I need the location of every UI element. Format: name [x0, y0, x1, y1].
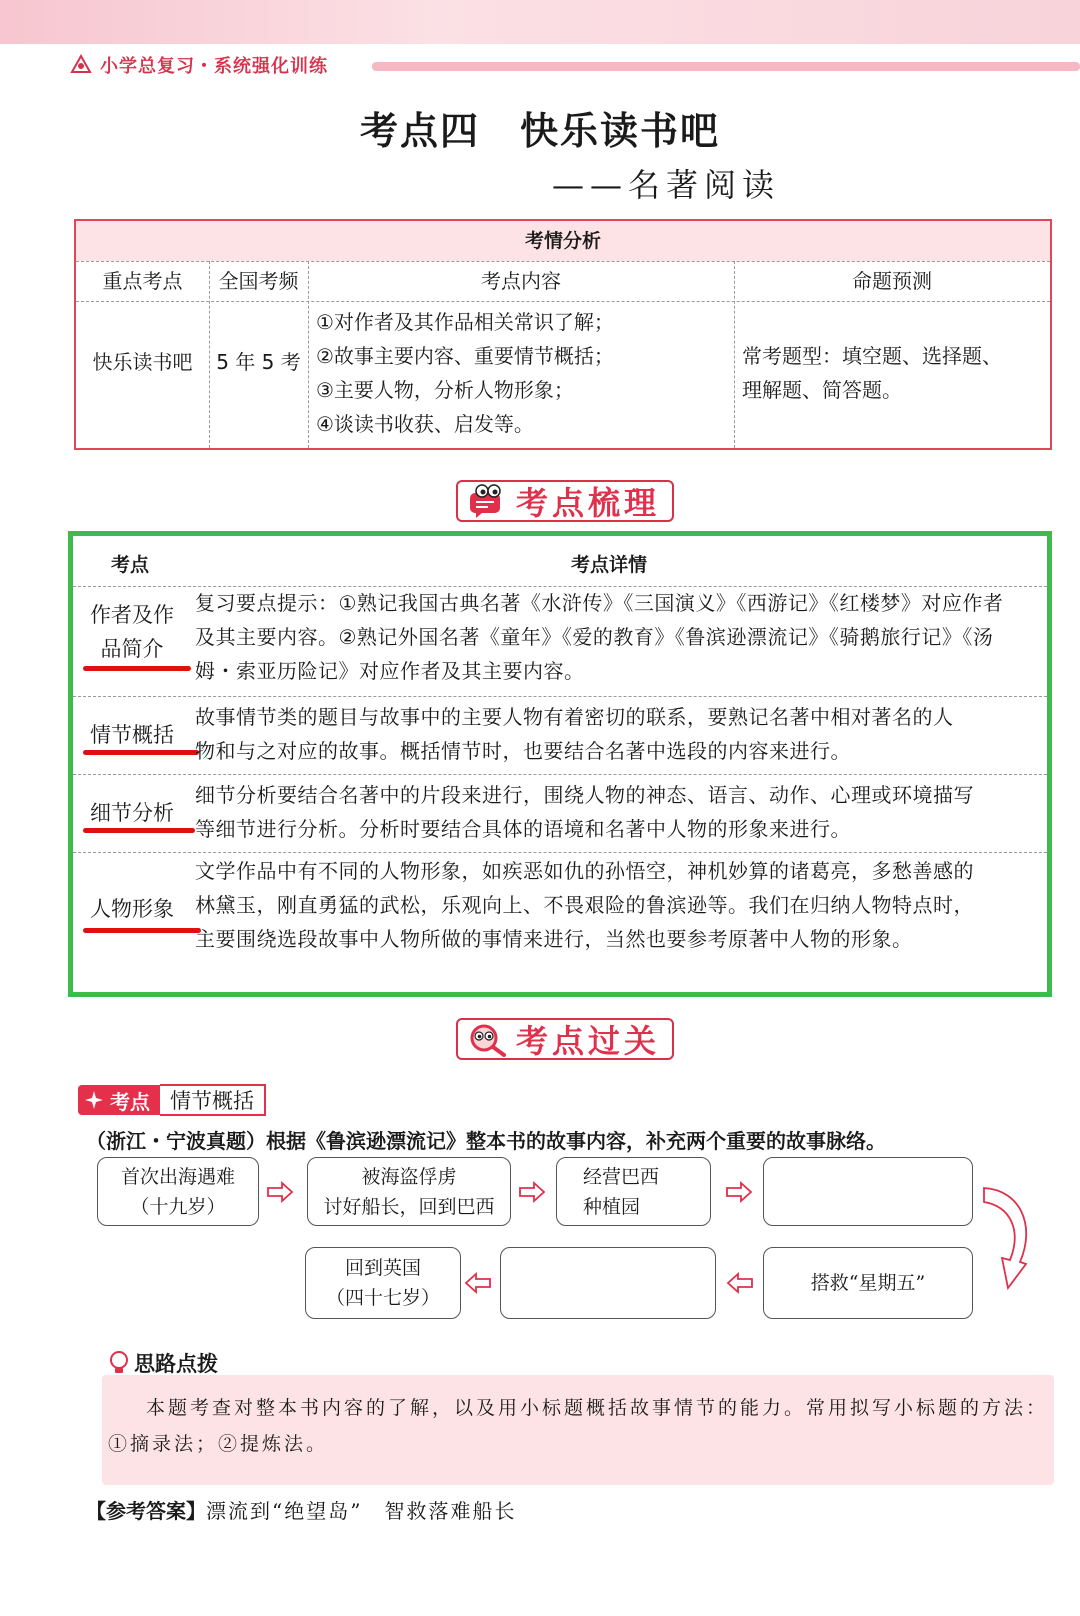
col-header-frequency: 全国考频 — [218, 269, 299, 293]
topic-cell: 快乐读书吧 — [92, 350, 193, 374]
review-detail-character: 文学作品中有不同的人物形象，如疾恶如仇的孙悟空，神机妙算的诸葛亮，多愁善感的 林黛玉，刚直勇猛的武松，乐观向上、不畏艰险的鲁滨逊等。我们在归纳人物特点时， 主要围绕选段故事中人物所做的事情来进行，当然也要参考原著中人物的形象。 — [195, 859, 974, 951]
lightbulb-icon — [108, 1350, 130, 1376]
frequency-cell: 5 年 5 考 — [216, 350, 301, 374]
hint-heading — [108, 1346, 218, 1380]
analysis-heading: 考情分析 — [76, 221, 1050, 261]
analysis-table — [74, 219, 1052, 450]
book-logo-icon — [70, 54, 92, 76]
reference-answer — [86, 1495, 516, 1524]
story-box-7: 回到英国 （四十七岁） — [305, 1247, 461, 1319]
series-header — [70, 48, 328, 82]
story-box-5: 搭救“星期五” — [763, 1247, 973, 1319]
review-point-detail: 细节分析 — [90, 801, 174, 825]
page-title: 考点四 快乐读书吧 — [359, 109, 720, 153]
review-detail-author: 复习要点提示：①熟记我国古典名著《水浒传》《三国演义》《西游记》《红楼梦》对应作者 及其主要内容。②熟记外国名著《童年》《爱的教育》《鲁滨逊漂流记》《骑鹅旅行记》《汤 姆・索亚历险记》对应作者及其主要内容。 — [195, 591, 1004, 683]
answer-label: 【参考答案】 — [86, 1499, 206, 1523]
col-header-topic: 重点考点 — [102, 269, 183, 293]
curved-arrow-icon — [980, 1180, 1040, 1295]
series-title: 小学总复习・系统强化训练 — [100, 56, 328, 77]
review-point-plot: 情节概括 — [90, 723, 174, 747]
review-detail-plot: 故事情节类的题目与故事中的主要人物有着密切的联系，要熟记名著中相对著名的人 物和与之对应的故事。概括情节时，也要结合名著中选段的内容来进行。 — [195, 705, 954, 763]
handwritten-underline — [83, 666, 191, 671]
hint-body: 本题考查对整本书内容的了解，以及用小标题概括故事情节的能力。常用拟写小标题的方法：①摘录法；②提炼法。 — [108, 1397, 1049, 1455]
content-cell: ①对作者及其作品相关常识了解； ②故事主要内容、重要情节概括； ③主要人物，分析人物形象； ④谈读书收获、启发等。 — [316, 310, 614, 436]
handwritten-underline — [83, 828, 195, 833]
review-point-author: 作者及作 品简介 — [90, 603, 174, 661]
section-title-review: 考点梳理 — [516, 484, 661, 522]
magnifier-face-icon — [466, 1021, 510, 1057]
review-col-detail: 考点详情 — [571, 554, 648, 576]
chat-bubble-eyes-icon — [466, 483, 510, 519]
story-box-blank-1[interactable] — [763, 1157, 973, 1226]
arrow-right-icon — [266, 1181, 294, 1203]
section-heading-quiz — [456, 1016, 674, 1062]
section-title-quiz: 考点过关 — [516, 1022, 661, 1060]
sparkle-icon — [84, 1090, 104, 1110]
story-box-1: 首次出海遇难 （十九岁） — [97, 1157, 259, 1226]
section-heading-review — [456, 478, 674, 524]
tag-left-label: 考点 — [110, 1089, 150, 1114]
header-stripe — [372, 62, 1080, 71]
arrow-right-icon — [518, 1181, 546, 1203]
page-subtitle: ——名著阅读 — [552, 166, 781, 204]
topic-tag — [78, 1083, 266, 1117]
story-box-2: 被海盗俘虏 讨好船长，回到巴西 — [307, 1157, 511, 1226]
review-detail-detail: 细节分析要结合名著中的片段来进行，围绕人物的神态、语言、动作、心理或环境描写 等细节进行分析。分析时要结合具体的语境和名著中人物的形象来进行。 — [195, 783, 974, 841]
prediction-cell: 常考题型：填空题、选择题、 理解题、简答题。 — [742, 344, 1002, 402]
review-table — [68, 531, 1052, 997]
question-text: （浙江・宁波真题）根据《鲁滨逊漂流记》整本书的故事内容，补充两个重要的故事脉络。 — [86, 1129, 886, 1153]
arrow-left-icon — [726, 1272, 754, 1294]
story-box-3: 经营巴西 种植园 — [556, 1157, 711, 1226]
answer-text: 漂流到“绝望岛” 智救落难船长 — [206, 1499, 517, 1523]
col-header-content: 考点内容 — [481, 269, 561, 293]
arrow-left-icon — [464, 1272, 492, 1294]
arrow-right-icon — [725, 1181, 753, 1203]
handwritten-underline — [83, 750, 199, 755]
col-header-prediction: 命题预测 — [852, 269, 932, 293]
review-point-character: 人物形象 — [90, 897, 174, 921]
tag-right-label: 情节概括 — [160, 1084, 266, 1116]
review-col-point: 考点 — [111, 554, 150, 576]
story-box-blank-2[interactable] — [500, 1247, 716, 1319]
handwritten-underline — [83, 928, 201, 933]
top-band — [0, 0, 1080, 44]
hint-title: 思路点拨 — [134, 1352, 218, 1376]
